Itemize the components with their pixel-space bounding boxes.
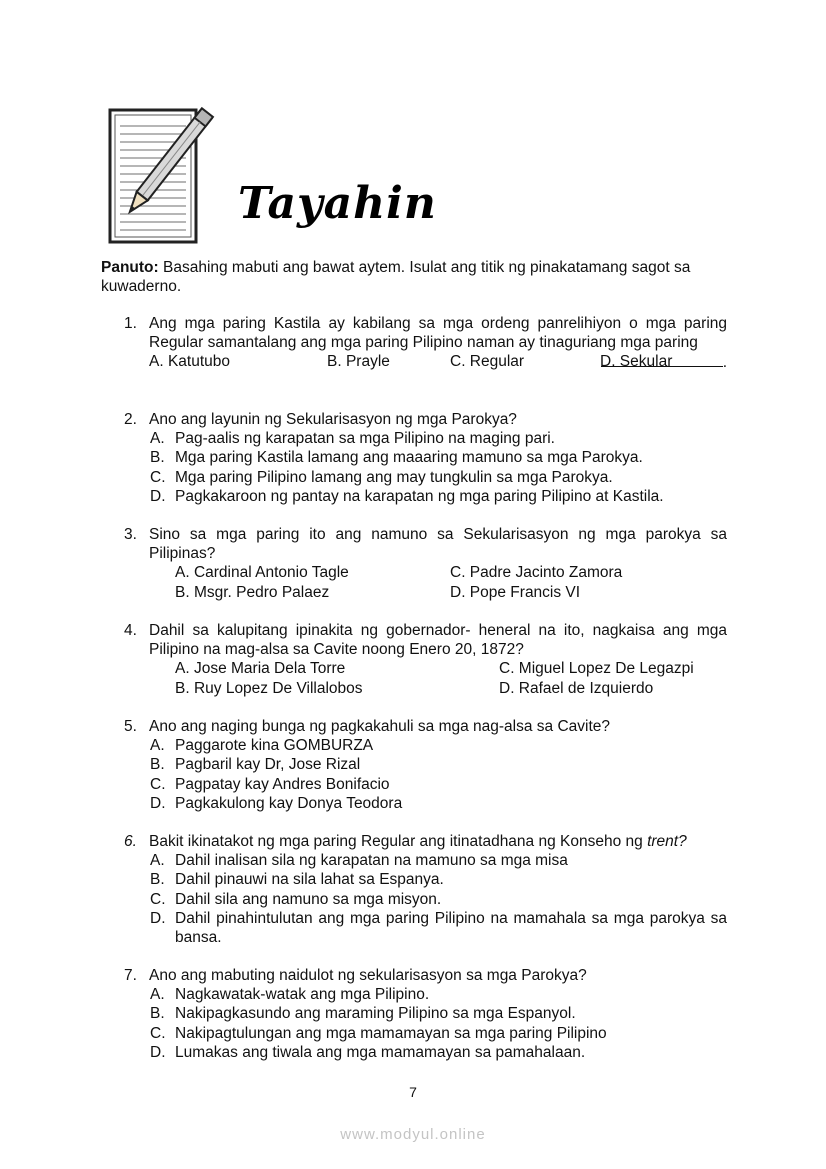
option: [150, 1004, 727, 1023]
option-text: Lumakas ang tiwala ang mga mamamayan sa pamahalaan.: [175, 1043, 586, 1061]
question-number: 6.: [124, 833, 137, 850]
choice-d: D. Sekular: [600, 353, 673, 371]
option-letter: C.: [150, 468, 166, 486]
option-letter: D.: [150, 794, 166, 812]
directions-text: Basahing mabuti ang bawat aytem. Isulat ang titik ng pinakatamang sagot sa kuwaderno.: [101, 259, 691, 295]
option: [150, 1024, 727, 1043]
option: [150, 794, 727, 813]
option-text: Nagkawatak-watak ang mga Pilipino.: [175, 986, 430, 1004]
option-letter: A.: [150, 430, 165, 448]
question-text: [149, 832, 727, 851]
option: [150, 775, 727, 794]
page-number: 7: [409, 1084, 417, 1100]
option-text: Paggarote kina GOMBURZA: [175, 737, 374, 755]
option: [150, 870, 727, 889]
question-text: Ano ang layunin ng Sekularisasyon ng mga Parokya?: [149, 411, 517, 428]
question-text: Sino sa mga paring ito ang namuno sa Sekularisasyon ng mga parokya sa Pilipinas?: [149, 526, 727, 563]
option: [150, 429, 727, 448]
question-5: [124, 717, 727, 813]
option-letter: B.: [150, 449, 165, 467]
blank-period: .: [722, 354, 727, 372]
choice-b: B. Ruy Lopez De Villalobos: [175, 679, 363, 697]
option: [150, 468, 727, 487]
option: [150, 851, 727, 870]
option-text: Mga paring Kastila lamang ang maaaring mamuno sa mga Parokya.: [175, 449, 643, 467]
option: [150, 890, 727, 909]
choice-d: D. Rafael de Izquierdo: [499, 679, 654, 697]
option-text: Nakipagtulungan ang mga mamamayan sa mga paring Pilipino: [175, 1024, 607, 1042]
question-1: [124, 314, 727, 373]
notepad-pencil-icon: [106, 104, 218, 246]
option-text: Dahil pinahintulutan ang mga paring Pilipino na mamahala sa mga parokya sa bansa.: [175, 909, 727, 947]
option-text: Nakipagkasundo ang maraming Pilipino sa mga Espanyol.: [175, 1005, 576, 1023]
option: [150, 487, 727, 506]
option-letter: B.: [150, 871, 165, 889]
option-text: Dahil pinauwi na sila lahat sa Espanya.: [175, 871, 444, 889]
choice-b: B. Msgr. Pedro Palaez: [175, 583, 330, 601]
choice-c: C. Padre Jacinto Zamora: [450, 564, 623, 582]
option-letter: D.: [150, 909, 166, 927]
option-text: Pagkakaroon ng pantay na karapatan ng mga paring Pilipino at Kastila.: [175, 487, 664, 505]
question-number: 5.: [124, 718, 137, 735]
question-1-text: Ang mga paring Kastila ay kabilang sa mga ordeng panrelihiyon o mga paring Regular samantalang ang mga paring Pilipino naman ay tinaguriang mga paring: [149, 315, 727, 352]
question-3: [124, 525, 727, 602]
page-title: Tayahin: [238, 178, 437, 229]
option-text: Pagpatay kay Andres Bonifacio: [175, 775, 390, 793]
option-text: Mga paring Pilipino lamang ang may tungkulin sa mga Parokya.: [175, 468, 613, 486]
option-text: Pag-aalis ng karapatan sa mga Pilipino na maging pari.: [175, 430, 555, 448]
choice-a: A. Cardinal Antonio Tagle: [175, 564, 349, 582]
option-letter: A.: [150, 852, 165, 870]
option-letter: C.: [150, 775, 166, 793]
option-letter: A.: [150, 986, 165, 1004]
watermark: www.modyul.online: [340, 1126, 486, 1143]
directions: [101, 258, 727, 296]
option-letter: B.: [150, 756, 165, 774]
option-letter: C.: [150, 890, 166, 908]
option-letter: C.: [150, 1024, 166, 1042]
question-number: 3.: [124, 526, 137, 543]
question-6-text: Bakit ikinatakot ng mga paring Regular ang itinatadhana ng Konseho ng: [149, 833, 648, 850]
option: [150, 448, 727, 467]
question-6: [124, 832, 727, 947]
question-2: [124, 410, 727, 506]
choice-b: B. Prayle: [327, 353, 390, 371]
option: [150, 909, 727, 947]
choice-a: A. Katutubo: [149, 353, 231, 371]
option-text: Pagbaril kay Dr, Jose Rizal: [175, 756, 361, 774]
question-text: Ano ang mabuting naidulot ng sekularisasyon sa mga Parokya?: [149, 967, 587, 984]
option: [150, 736, 727, 755]
option-text: Pagkakulong kay Donya Teodora: [175, 794, 403, 812]
question-number: 2.: [124, 411, 137, 428]
option: [150, 985, 727, 1004]
choice-c: C. Regular: [450, 353, 525, 371]
question-6-italic-term: trent?: [647, 833, 687, 850]
question-number: 1.: [124, 315, 137, 332]
choice-a: A. Jose Maria Dela Torre: [175, 660, 346, 678]
option-text: Dahil inalisan sila ng karapatan na mamuno sa mga misa: [175, 852, 568, 870]
choice-c: C. Miguel Lopez De Legazpi: [499, 660, 694, 678]
option: [150, 755, 727, 774]
question-4: [124, 621, 727, 698]
option-letter: A.: [150, 737, 165, 755]
question-7: [124, 966, 727, 1062]
question-text: Dahil sa kalupitang ipinakita ng gobernador- heneral na ito, nagkaisa ang mga Pilipino na mag-alsa sa Cavite noong Enero 20, 1872?: [149, 622, 727, 659]
question-number: 4.: [124, 622, 137, 639]
option-letter: B.: [150, 1005, 165, 1023]
option-letter: D.: [150, 1043, 166, 1061]
question-number: 7.: [124, 967, 137, 984]
question-text: Ano ang naging bunga ng pagkakahuli sa mga nag-alsa sa Cavite?: [149, 718, 611, 735]
option-letter: D.: [150, 487, 166, 505]
option-text: Dahil sila ang namuno sa mga misyon.: [175, 890, 442, 908]
directions-label: Panuto:: [101, 259, 159, 276]
choice-d: D. Pope Francis VI: [450, 583, 581, 601]
option: [150, 1043, 727, 1062]
